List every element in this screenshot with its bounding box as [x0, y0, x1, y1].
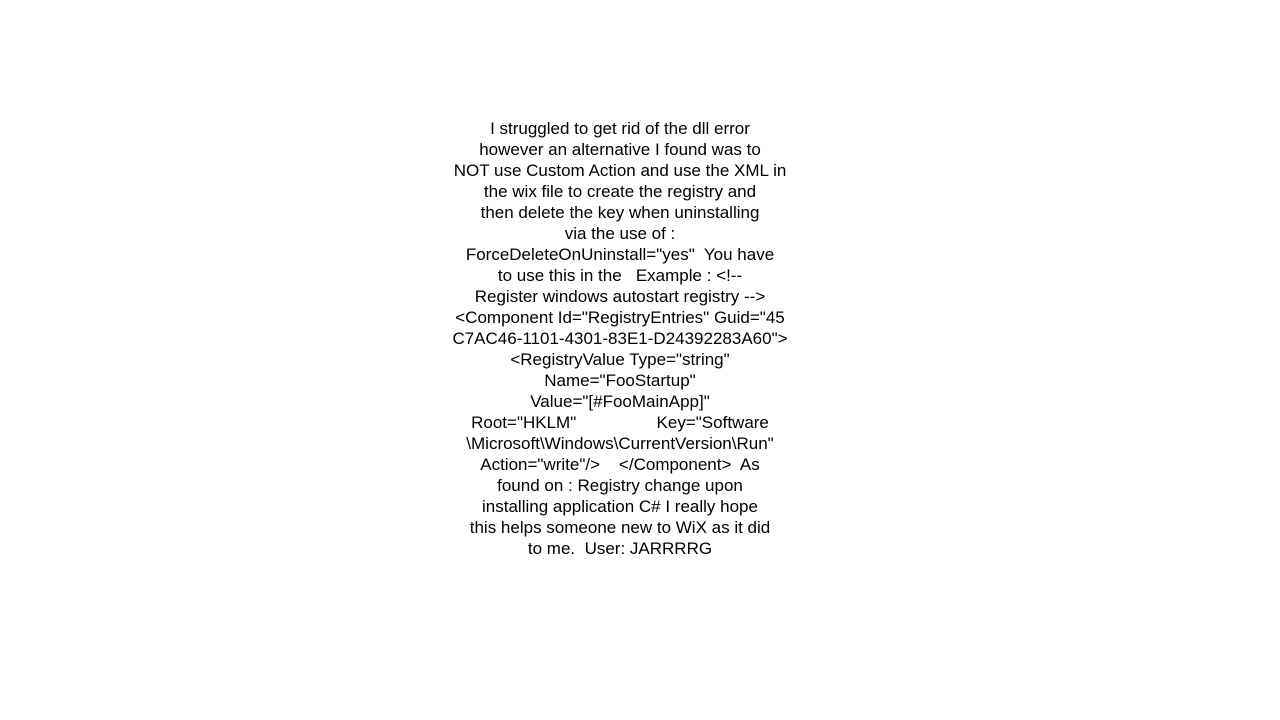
post-line: NOT use Custom Action and use the XML in — [453, 161, 787, 180]
post-line: to use this in the Example : <!-- — [497, 266, 743, 285]
post-line: Name="FooStartup" — [544, 371, 696, 390]
post-line: <Component Id="RegistryEntries" Guid="45 — [455, 308, 785, 327]
post-line: Value="[#FooMainApp]" — [530, 392, 710, 411]
post-line: however an alternative I found was to — [479, 140, 761, 159]
post-line: I struggled to get rid of the dll error — [490, 119, 750, 138]
post-line: ForceDeleteOnUninstall="yes" You have — [465, 245, 775, 264]
post-line: via the use of : — [564, 224, 676, 243]
post-line-user: to me. User: JARRRRG — [527, 539, 713, 558]
post-line: \Microsoft\Windows\CurrentVersion\Run" — [466, 434, 774, 453]
post-line: Action="write"/> </Component> As — [480, 455, 760, 474]
post-line: then delete the key when uninstalling — [480, 203, 760, 222]
post-line: <RegistryValue Type="string" — [510, 350, 730, 369]
post-line: the wix file to create the registry and — [483, 182, 757, 201]
post-line: Register windows autostart registry --> — [474, 287, 766, 306]
post-line: Root="HKLM" Key="Software — [471, 413, 769, 432]
post-line: installing application C# I really hope — [482, 497, 758, 516]
post-body — [442, 118, 798, 559]
post-line: C7AC46-1101-4301-83E1-D24392283A60"> — [452, 329, 788, 348]
post-line: this helps someone new to WiX as it did — [469, 518, 771, 537]
post-line: found on : Registry change upon — [497, 476, 743, 495]
